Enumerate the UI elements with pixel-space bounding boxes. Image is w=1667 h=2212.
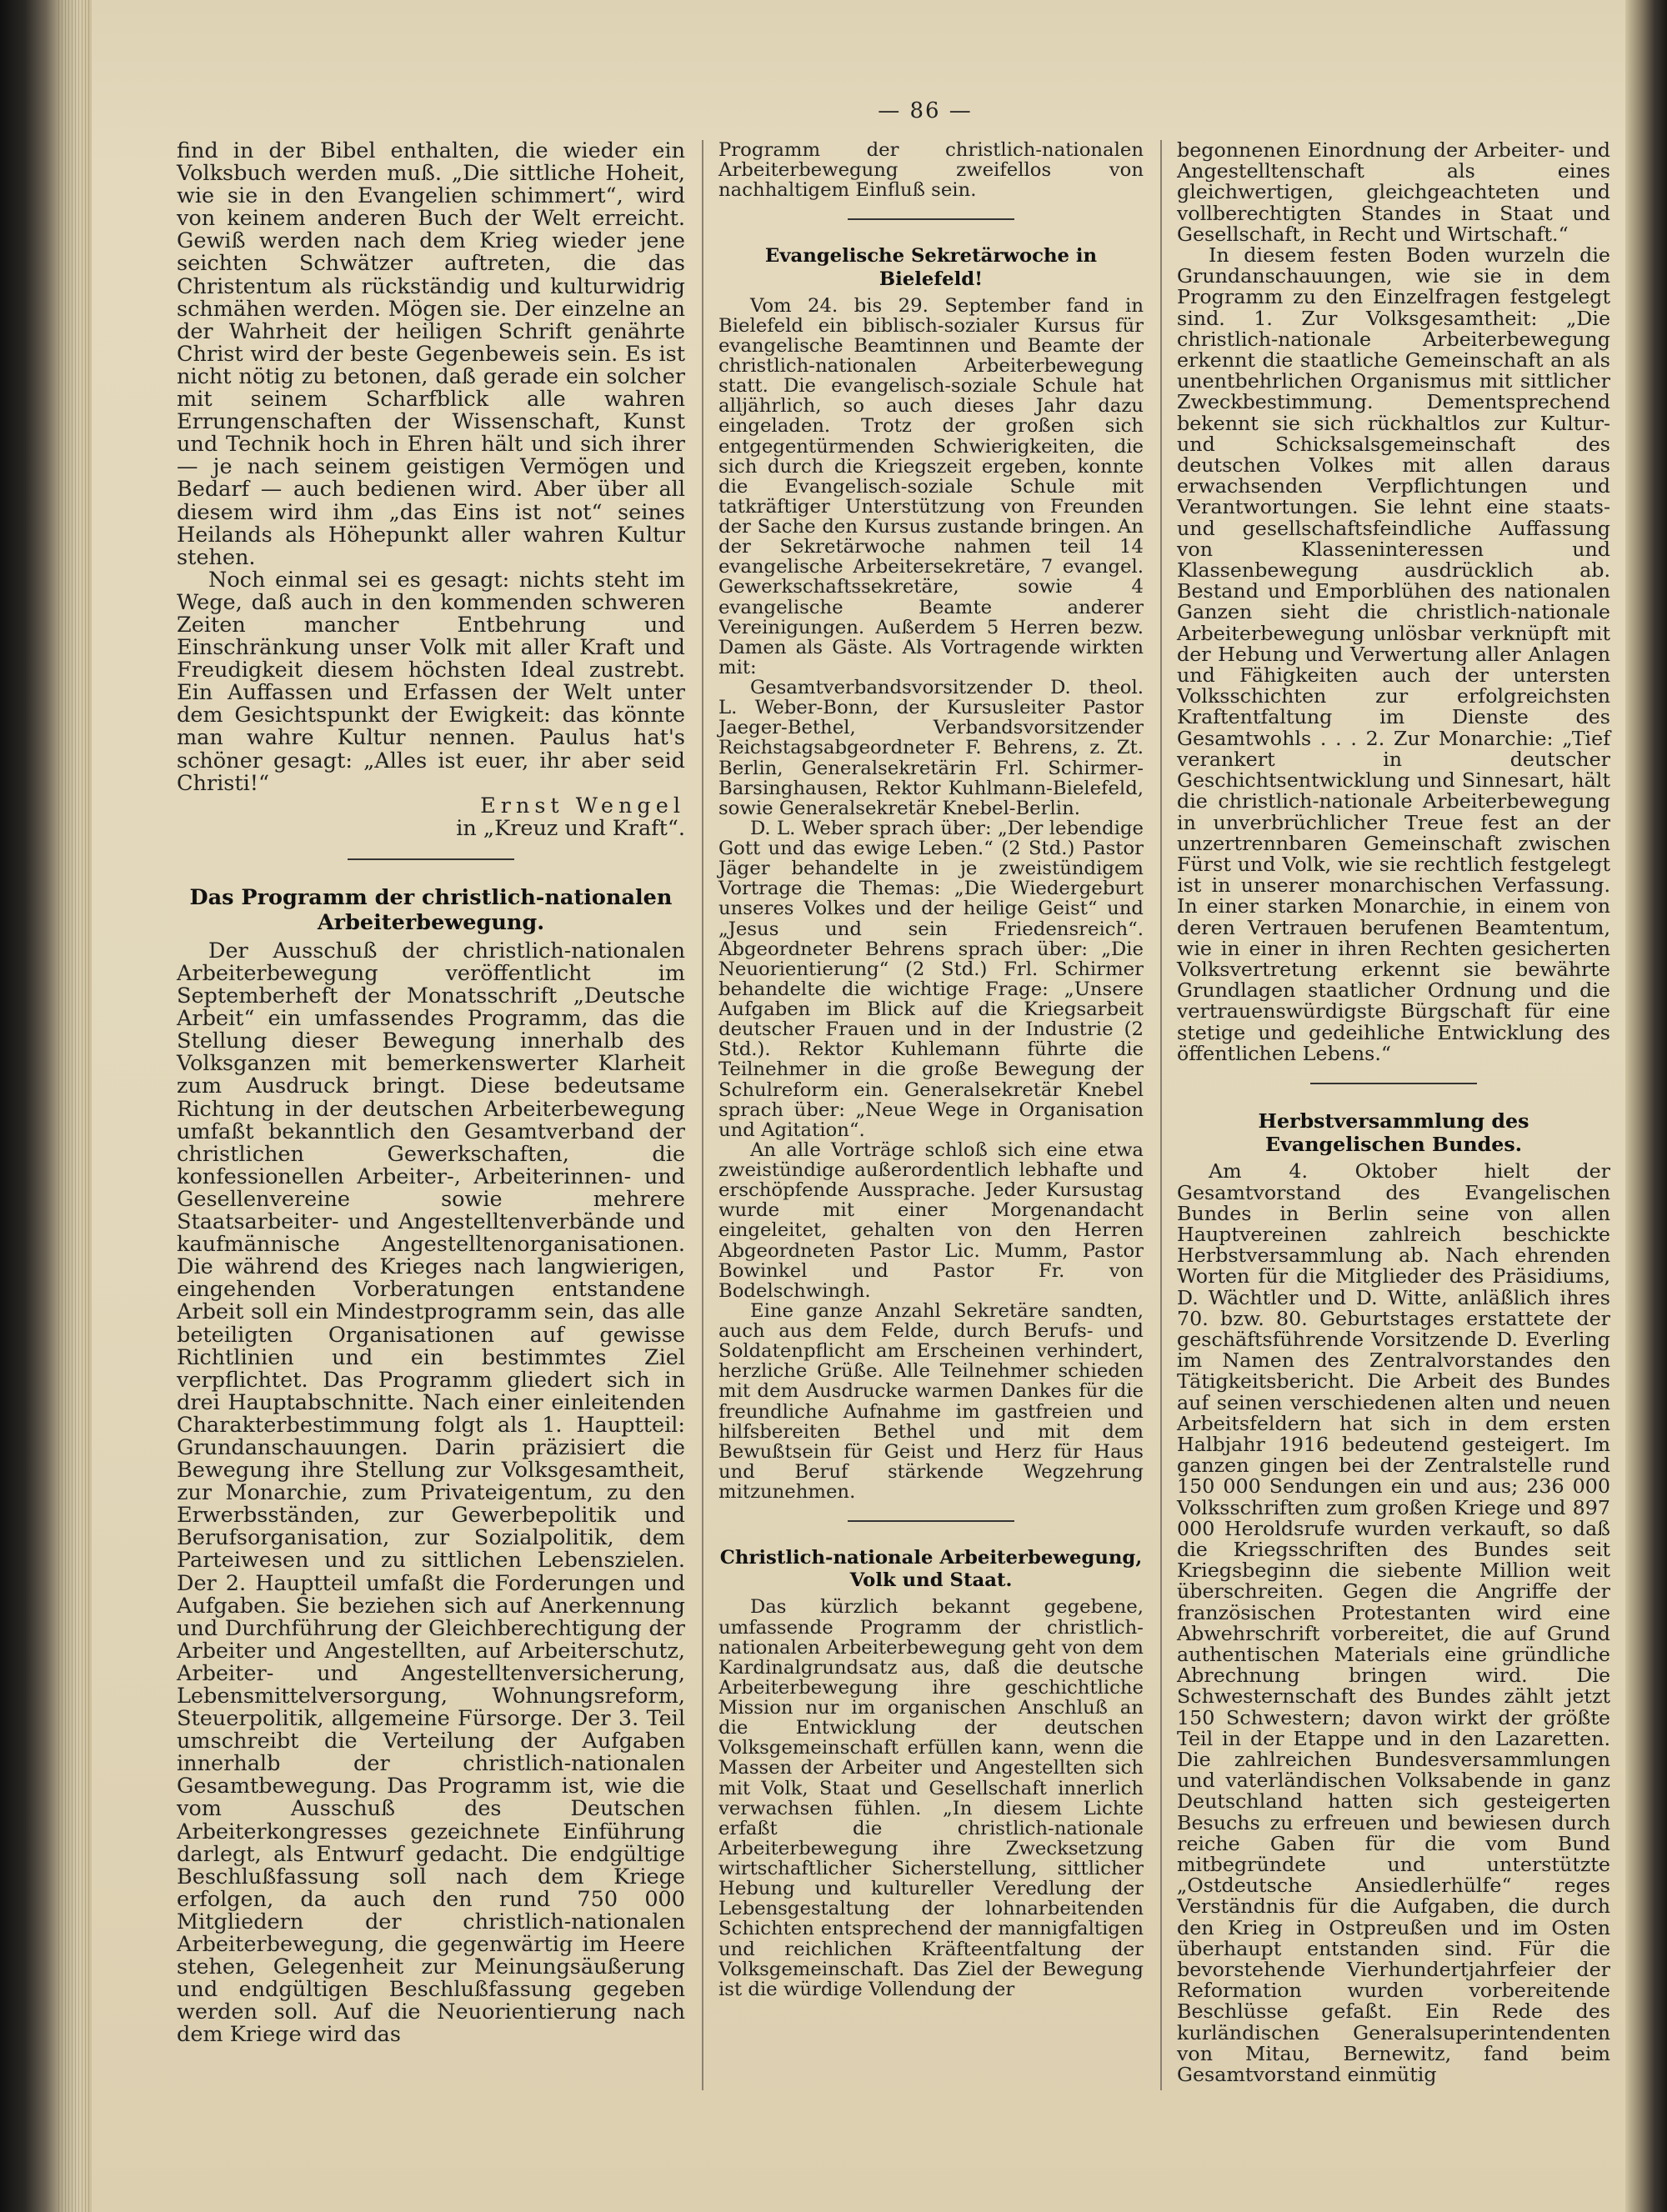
section-divider [348, 858, 514, 860]
paragraph: Vom 24. bis 29. September fand in Bielefeld ein biblisch-sozialer Kursus für evangelische Beamtinnen und Beamte der christlich-nationalen Arbeiterbewegung statt. Die evangelisch-soziale Schule hat alljährlich, so auch dieses Jahr dazu eingeladen. Trotz der großen sich entgegentürmenden Schwierigkeiten, die sich durch die Kriegszeit ergeben, konnte die Evangelisch-soziale Schule mit tatkräftiger Unterstützung von Freunden der Sache den Kursus zustande bringen. An der Sekretärwoche nahmen teil 14 evangelische Arbeitersekretäre, 7 evangel. Gewerkschaftssekretäre, sowie 4 evangelische Beamte anderer Vereinigungen. Außerdem 5 Herren bezw. Damen als Gäste. Als Vortragende wirkten mit: [718, 294, 1144, 678]
paragraph: find in der Bibel enthalten, die wieder ein Volksbuch werden muß. „Die sittliche Hoheit, wie sie in den Evangelien schimmert“, wird von keinem anderen Buch der Welt erreicht. Gewiß werden nach dem Krieg wieder jene seichten Schwätzer auftreten, die das Christentum als rückständig und kulturwidrig schmähen werden. Mögen sie. Der einzelne an der Wahrheit der heiligen Schrift genährte Christ wird der beste Gegenbeweis sein. Es ist nicht nötig zu betonen, daß gerade ein solcher mit seinem Scharfblick alle wahren Errungenschaften der Wissenschaft, Kunst und Technik hoch in Ehren hält und sich ihrer — je nach seinem geistigen Vermögen und Bedarf — auch bedienen wird. Aber über all diesem wird ihm „das Eins ist not“ seines Heilands als Höhepunkt aller wahren Kultur stehen. [177, 138, 685, 570]
section-divider [1310, 1083, 1477, 1084]
article-heading: Das Programm der christlich-nationalen Arbeiterbewegung. [189, 884, 673, 935]
column-2 [718, 140, 1144, 1999]
section-divider [848, 1520, 1014, 1522]
section-divider [848, 218, 1014, 220]
paragraph: D. L. Weber sprach über: „Der lebendige Gott und das ewige Leben.“ (2 Std.) Pastor Jäger behandelte in je zweistündigem Vortrage die Themas: „Die Wiedergeburt unseres Volkes und der heilige Geist“ und „Jesus und sein Friedensreich“. Abgeordneter Behrens sprach über: „Die Neuorientierung“ (2 Std.) Frl. Schirmer behandelte die wichtige Frage: „Unsere Aufgaben im Blick auf die Kriegsarbeit deutscher Frauen und in der Industrie (2 Std.). Rektor Kuhlemann führte die Teilnehmer in die große Bewegung der Schulreform ein. Generalsekretär Knebel sprach über: „Neue Wege in Organisation und Agitation“. [718, 817, 1144, 1141]
paragraph: Das kürzlich bekannt gegebene, umfassende Programm der christlich-nationalen Arbeiterbewegung geht von dem Kardinalgrundsatz aus, daß die deutsche Arbeiterbewegung ihre geschichtliche Mission nur im organischen Anschluß an die Entwicklung der deutschen Volksgemeinschaft erfüllen kann, wenn die Massen der Arbeiter und Angestellten sich mit Volk, Staat und Gesellschaft innerlich verwachsen fühlen. „In diesem Lichte erfaßt die christlich-nationale Arbeiterbewegung ihre Zwecksetzung wirtschaftlicher Sicherstellung, sittlicher Hebung und kultureller Veredlung der Lebensgestaltung der lohnarbeitenden Schichten entsprechend der mannigfaltigen und reichlichen Kräfteentfaltung der Volksgemeinschaft. Das Ziel der Bewegung ist die würdige Vollendung der [718, 1596, 1144, 2000]
article-heading: Christlich-nationale Arbeiterbewegung, Volk und Staat. [719, 1547, 1143, 1592]
paragraph: Noch einmal sei es gesagt: nichts steht im Wege, daß auch in den kommenden schweren Zeiten mancher Entbehrung und Einschränkung unser Volk mit aller Kraft und Freudigkeit diesem höchsten Ideal zustrebt. Ein Auffassen und Erfassen der Welt unter dem Gesichtspunkt der Ewigkeit: das könnte man wahre Kultur nennen. Paulus hat's schöner gesagt: „Alles ist euer, ihr aber seid Christi!“ [177, 567, 685, 796]
column-divider [1160, 140, 1162, 2090]
article-heading: Evangelische Sekretärwoche in Bielefeld! [764, 245, 1098, 290]
author-signature [177, 795, 685, 818]
paragraph: In diesem festen Boden wurzeln die Grundanschauungen, wie sie in dem Programm zu den Einzelfragen festgelegt sind. 1. Zur Volksgesamtheit: „Die christlich-nationale Arbeiterbewegung erkennt die staatliche Gemeinschaft an als unentbehrlichen Organismus mit sittlicher Zweckbestimmung. Dementsprechend bekennt sie sich rückhaltlos zur Kultur- und Schicksalsgemeinschaft des deutschen Volkes mit allen daraus erwachsenden Verpflichtungen und Verantwortungen. Sie lehnt eine staats- und gesellschaftsfeindliche Auffassung von Klasseninteressen und Klassenbewegung ausdrücklich ab. Bestand und Emporblühen des nationalen Ganzen sieht die christlich-nationale Arbeiterbewegung unlösbar verknüpft mit der Hebung und Verwertung aller Anlagen und Fähigkeiten auch der untersten Volksschichten zur erfolgreichsten Kraftentfaltung im Dienste des Gesamtwohls . . . 2. Zur Monarchie: „Tief verankert in deutscher Geschichtsentwicklung und Sinnesart, hält die christlich-nationale Arbeiterbewegung in unverbrüchlicher Treue fest an der unzertrennbaren Gemeinschaft zwischen Fürst und Volk, wie sie rechtlich festgelegt ist in unserer monarchischen Verfassung. In einer starken Monarchie, in einem von deren Vertrauen berufenen Beamtentum, wie in einer in ihren Rechten gesicherten Volksvertretung erkennt sie bewährte Grundlagen staatlicher Ordnung und die vertrauenswürdigste Bürgschaft für eine stetige und gedeihliche Entwicklung des öffentlichen Lebens.“ [1177, 243, 1610, 1065]
page-number: — 86 — [878, 98, 973, 123]
paragraph: begonnenen Einordnung der Arbeiter- und Angestelltenschaft als eines gleichwertigen, gleichgeachteten und vollberechtigten Standes in Staat und Gesellschaft, in Recht und Wirtschaft.“ [1177, 138, 1610, 246]
book-edge-right [1625, 0, 1667, 2212]
column-1 [177, 140, 685, 2047]
column-3 [1177, 140, 1610, 2085]
paragraph: Der Ausschuß der christlich-nationalen Arbeiterbewegung veröffentlicht im Septemberheft der Monatsschrift „Deutsche Arbeit“ ein umfassendes Programm, das die Stellung dieser Bewegung innerhalb des Volksganzen mit bemerkenswerter Klarheit zum Ausdruck bringt. Diese bedeutsame Richtung in der deutschen Arbeiterbewegung umfaßt bekanntlich den Gesamtverband der christlichen Gewerkschaften, die konfessionellen Arbeiter-, Arbeiterinnen- und Gesellenvereine sowie mehrere Staatsarbeiter- und Angestelltenverbände und kaufmännische Angestelltenorganisationen. Die während des Krieges nach langwierigen, eingehenden Vorberatungen entstandene Arbeit soll ein Mindestprogramm sein, das alle beteiligten Organisationen auf gewisse Richtlinien und ein bestimmtes Ziel verpflichtet. Das Programm gliedert sich in drei Hauptabschnitte. Nach einer einleitenden Charakterbestimmung folgt als 1. Hauptteil: Grundanschauungen. Darin präzisiert die Bewegung ihre Stellung zur Volksgesamtheit, zur Monarchie, zum Privateigentum, zu den Erwerbsständen, zur Gewerbepolitik und Berufsorganisation, zur Sozialpolitik, dem Parteiwesen und zu sittlichen Lebenszielen. Der 2. Hauptteil umfaßt die Forderungen und Aufgaben. Sie beziehen sich auf Anerkennung und Durchführung der Gleichberechtigung der Arbeiter und Angestellten, auf Arbeiterschutz, Arbeiter- und Angestelltenversicherung, Lebensmittelversorgung, Wohnungsreform, Steuerpolitik, allgemeine Fürsorge. Der 3. Teil umschreibt die Verteilung der Aufgaben innerhalb der christlich-nationalen Gesamtbewegung. Das Programm ist, wie die vom Ausschuß des Deutschen Arbeiterkongresses gezeichnete Einführung darlegt, als Entwurf gedacht. Die endgültige Beschlußfassung soll nach dem Kriege erfolgen, da auch den rund 750 000 Mitgliedern der christlich-nationalen Arbeiterbewegung, die gegenwärtig im Heere stehen, Gelegenheit zur Meinungsäußerung und endgültigen Beschlußfassung gegeben werden soll. Auf die Neuorientierung nach dem Kriege wird das [177, 938, 685, 2048]
source-citation: in „Kreuz und Kraft“. [456, 815, 685, 841]
page-edges [58, 0, 92, 2212]
paragraph: Eine ganze Anzahl Sekretäre sandten, auch aus dem Felde, durch Berufs- und Soldatenpflicht am Erscheinen verhindert, herzliche Grüße. Alle Teilnehmer schieden mit dem Ausdrucke warmen Dankes für die freundliche Aufnahme im gastfreien und hilfsbereiten Bethel und mit dem Bewußtsein für Geist und Herz für Haus und Beruf stärkende Wegzehrung mitzunehmen. [718, 1299, 1144, 1503]
column-divider [702, 140, 703, 2090]
paragraph: An alle Vorträge schloß sich eine etwa zweistündige außerordentlich lebhafte und erschöpfende Aussprache. Jeder Kursustag wurde mit einer Morgenandacht eingeleitet, gehalten von den Herren Abgeordneten Pastor Lic. Mumm, Pastor Bowinkel und Pastor Fr. von Bodelschwingh. [718, 1139, 1144, 1302]
paragraph: Programm der christlich-nationalen Arbeiterbewegung zweifellos von nachhaltigem Einfluß sein. [718, 139, 1144, 202]
article-heading: Herbstversammlung des Evangelischen Bundes. [1258, 1109, 1529, 1157]
paragraph: Am 4. Oktober hielt der Gesamtvorstand des Evangelischen Bundes in Berlin seine von allen Hauptvereinen zahlreich beschickte Herbstversammlung ab. Nach ehrenden Worten für die Mitglieder des Präsidiums, D. Wächtler und D. Witte, anläßlich ihres 70. bzw. 80. Geburtstages erstattete der geschäftsführende Vorsitzende D. Everling im Namen des Zentralvorstandes den Tätigkeitsbericht. Die Arbeit des Bundes auf seinen verschiedenen alten und neuen Arbeitsfeldern hat sich in dem ersten Halbjahr 1916 bedeutend gesteigert. Im ganzen gingen bei der Zentralstelle rund 150 000 Sendungen ein und aus; 236 000 Volksschriften zum großen Kriege und 897 000 Heroldsrufe wurden verkauft, so daß die Kriegsschriften des Bundes seit Kriegsbeginn die siebente Million weit überschreiten. Gegen die Angriffe der französischen Protestanten wird eine Abwehrschrift vorbereitet, die auf Grund authentischen Materials eine gründliche Abrechnung bringen wird. Die Schwesternschaft des Bundes zählt jetzt 150 Schwestern; davon wirkt der größte Teil in der Etappe und in den Lazaretten. Die zahlreichen Bundesversammlungen und vaterländischen Volksabende in ganz Deutschland hatten sich gesteigerten Besuchs zu erfreuen und bewiesen durch reiche Gaben für die vom Bund mitbegründete und unterstützte „Ostdeutsche Ansiedlerhülfe“ reges Verständnis für die Aufgaben, die durch den Krieg in Ostpreußen und im Osten überhaupt entstanden sind. Für die bevorstehende Vierhundertjahrfeier der Reformation wurden vorbereitende Beschlüsse gefaßt. Ein Rede des kurländischen Generalsuperintendenten von Mitau, Bernewitz, fand beim Gesamtvorstand einmütig [1177, 1159, 1610, 2087]
paragraph: Gesamtverbandsvorsitzender D. theol. L. Weber-Bonn, der Kursusleiter Pastor Jaeger-Bethel, Verbandsvorsitzender Reichstagsabgeordneter F. Behrens, z. Zt. Berlin, Generalsekretärin Frl. Schirmer-Barsinghausen, Rektor Kuhlmann-Bielefeld, sowie Generalsekretär Knebel-Berlin. [718, 677, 1144, 819]
author-name: Ernst Wengel [480, 793, 685, 818]
